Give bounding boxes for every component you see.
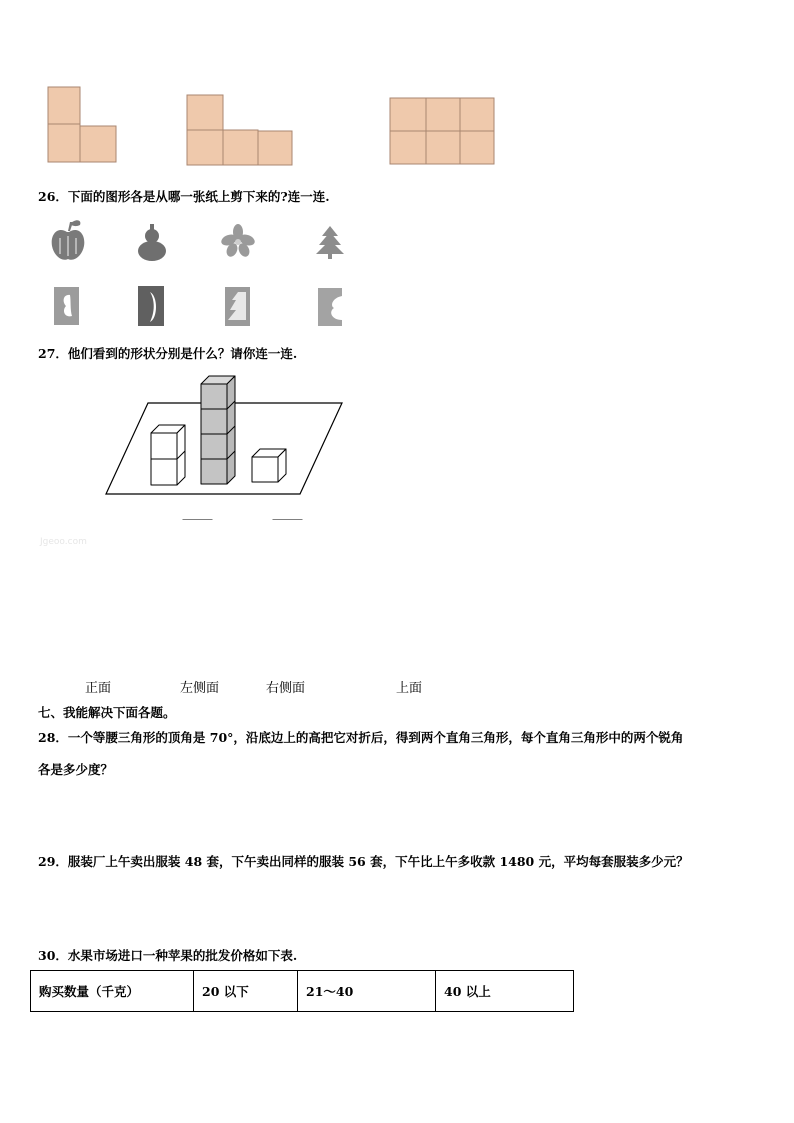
question-28-line2: 各是多少度？ [38, 762, 114, 777]
cube-single [252, 449, 286, 482]
table-cell: 40 以上 [436, 971, 574, 1012]
label-top-view: 上面 [396, 681, 423, 696]
watermark: Jgeoo.com [40, 537, 87, 547]
question-29: 29．服装厂上午卖出服装 48 套，下午卖出同样的服装 56 套，下午比上午多收款 1480 元，平均每套服装多少元？ [38, 854, 689, 869]
cube-stack-tall [201, 376, 235, 484]
table-cell: 20 以下 [194, 971, 298, 1012]
cube-stack-left [151, 425, 185, 485]
question-30: 30．水果市场进口一种苹果的批发价格如下表. [38, 948, 298, 963]
question-27: 27．他们看到的形状分别是什么？请你连一连. [38, 346, 298, 361]
section-7-title: 七、我能解决下面各题。 [38, 705, 176, 720]
table-row [31, 971, 574, 1012]
label-right-view: 右侧面 [266, 681, 306, 696]
table-cell: 购买数量（千克） [31, 971, 194, 1012]
label-left-view: 左侧面 [180, 681, 220, 696]
question-28-line1: 28．一个等腰三角形的顶角是 70°，沿底边上的高把它对折后，得到两个直角三角形，每个直角三角形中的两个锐角 [38, 730, 684, 745]
cube-stack-figure [0, 0, 794, 520]
price-table [30, 970, 574, 1012]
label-front-view: 正面 [85, 681, 112, 696]
table-cell: 21～40 [298, 971, 436, 1012]
question-26: 26．下面的图形各是从哪一张纸上剪下来的?连一连. [38, 189, 330, 204]
